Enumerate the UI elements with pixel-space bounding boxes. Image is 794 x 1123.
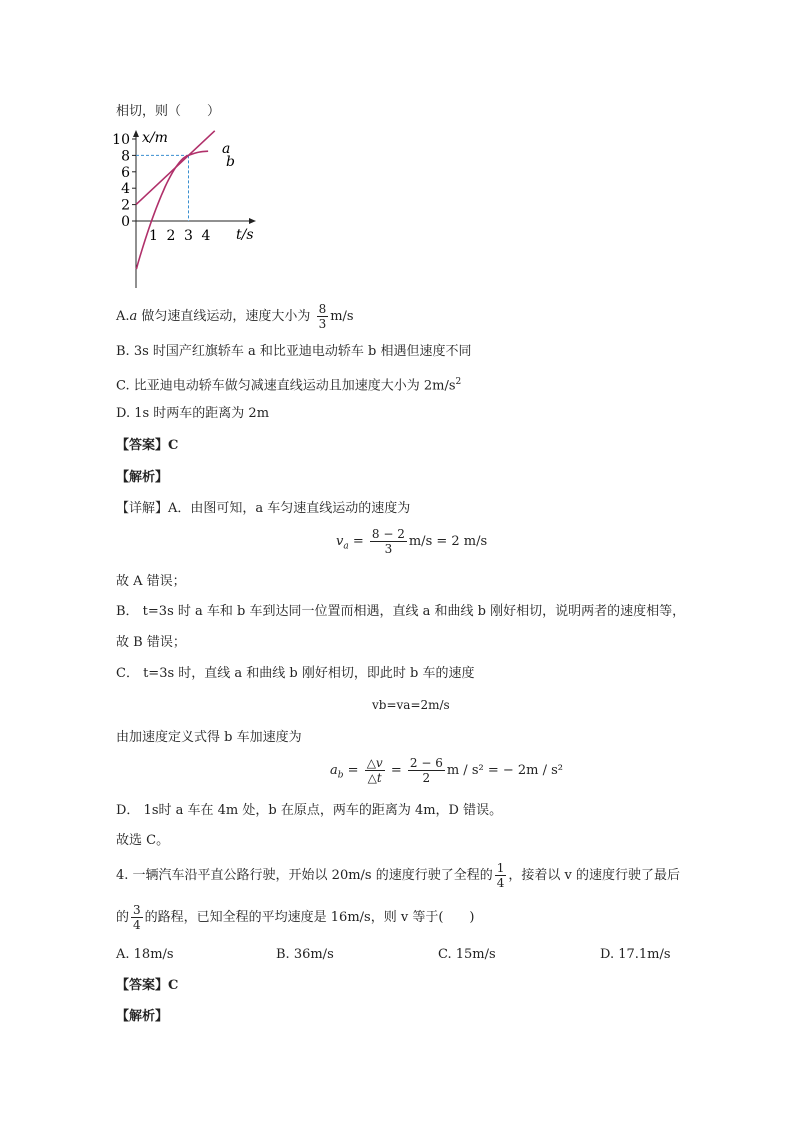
y-tick-label: 10 xyxy=(112,132,130,148)
detail-c: C． t=3s 时，直线 a 和曲线 b 刚好相切，即此时 b 车的速度 xyxy=(116,666,475,681)
equation-ab: $a_b$ = $\frac{\triangle v}{\triangle t}$ = $\frac{2 - 6}{2}$ m / s² = − 2m / s² xyxy=(330,756,564,785)
fraction: $\frac{8}{3}$ xyxy=(318,302,327,331)
question-intro: 相切，则（ ） xyxy=(116,104,221,119)
x-tick-label: 2 xyxy=(166,228,176,244)
y-axis-label: x/m xyxy=(142,130,168,146)
x-axis-label: t/s xyxy=(236,227,254,243)
conclusion-b: 故 B 错误； xyxy=(116,635,186,650)
y-tick-label: 0 xyxy=(121,214,130,230)
y-tick-label: 8 xyxy=(121,148,130,165)
y-axis-arrow xyxy=(133,130,139,137)
y-tick-label: 6 xyxy=(121,164,130,181)
equation-vb: vb=va=2m/s xyxy=(372,698,450,712)
option-b: B. 3s 时国产红旗轿车 a 和比亚迪电动轿车 b 相遇但速度不同 xyxy=(116,344,472,359)
q4-line1: 4. 一辆汽车沿平直公路行驶，开始以 20m/s 的速度行驶了全程的 $\frac{1}{4}$ ，接着以 v 的速度行驶了最后 xyxy=(116,861,680,890)
detail-b: B． t=3s 时 a 车和 b 车到达同一位置而相遇，直线 a 和曲线 b 刚好相切，说明两者的速度相等， xyxy=(116,604,686,619)
q4-option-b: B. 36m/s xyxy=(276,947,334,962)
detail-d: D． 1s时 a 车在 4m 处，b 在原点，两车的距离为 4m，D 错误。 xyxy=(116,803,503,818)
option-c: C. 比亚迪电动轿车做匀减速直线运动且加速度大小为 $2m/s^2$ xyxy=(116,377,462,394)
analysis-label: 【解析】 xyxy=(116,470,169,485)
detail-c-accel: 由加速度定义式得 b 车加速度为 xyxy=(116,730,302,745)
y-tick-label: 2 xyxy=(121,197,130,214)
q4-option-a: A. 18m/s xyxy=(116,947,174,962)
line-a-label: a xyxy=(222,141,231,157)
conclusion-a: 故 A 错误； xyxy=(116,574,186,589)
curve-b-label: b xyxy=(226,154,235,170)
detail-a: 【详解】A．由图可知，a 车匀速直线运动的速度为 xyxy=(116,501,411,516)
x-tick-label: 4 xyxy=(201,228,211,244)
equation-va: $v_a$ = $\frac{8 - 2}{3}$ m/s = 2 m/s xyxy=(336,527,488,556)
option-a: A.a 做匀速直线运动，速度大小为 $\frac{8}{3}$ m/s xyxy=(116,302,354,331)
xt-graph xyxy=(110,128,260,293)
q4-option-c: C. 15m/s xyxy=(438,947,496,962)
q4-analysis: 【解析】 xyxy=(116,1009,169,1024)
q4-answer: 【答案】C xyxy=(116,978,179,993)
option-d: D. 1s 时两车的距离为 2m xyxy=(116,406,270,421)
curve-b xyxy=(136,151,208,269)
y-tick-label: 4 xyxy=(121,181,130,198)
x-axis-arrow xyxy=(249,218,256,224)
final-choice: 故选 C。 xyxy=(116,833,170,848)
q4-line2: 的 $\frac{3}{4}$ 的路程，已知全程的平均速度是 16m/s，则 v 等于( ) xyxy=(116,903,475,932)
x-tick-label: 3 xyxy=(184,228,193,244)
x-tick-label: 1 xyxy=(149,228,158,244)
q4-option-d: D. 17.1m/s xyxy=(600,947,671,962)
answer-label: 【答案】C xyxy=(116,438,179,453)
